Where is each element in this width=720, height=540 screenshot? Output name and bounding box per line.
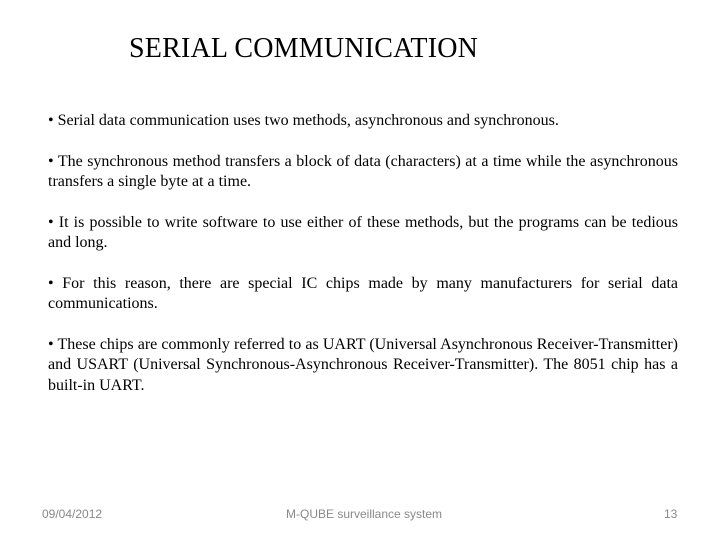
bullet-item: • Serial data communication uses two methods, asynchronous and synchronous. <box>48 112 559 129</box>
footer-date: 09/04/2012 <box>42 507 103 521</box>
bullet-item: • It is possible to write software to use either of these methods, but the programs can be tedious and long. <box>48 213 678 251</box>
bullet-item: • For this reason, there are special IC chips made by many manufacturers for serial data communications. <box>48 274 678 312</box>
bullet-list <box>48 111 678 396</box>
bullet-item: • The synchronous method transfers a block of data (characters) at a time while the asynchronous transfers a single byte at a time. <box>48 152 678 190</box>
footer-page-number: 13 <box>664 507 678 521</box>
slide-title: SERIAL COMMUNICATION <box>129 33 479 64</box>
footer-center-text: M-QUBE surveillance system <box>286 507 443 521</box>
bullet-item: • These chips are commonly referred to as UART (Universal Asynchronous Receiver-Transmitter) and USART (Universal Synchronous-Asynchronous Receiver-Transmitter). The 8051 chip has a built-in UART. <box>48 335 678 394</box>
